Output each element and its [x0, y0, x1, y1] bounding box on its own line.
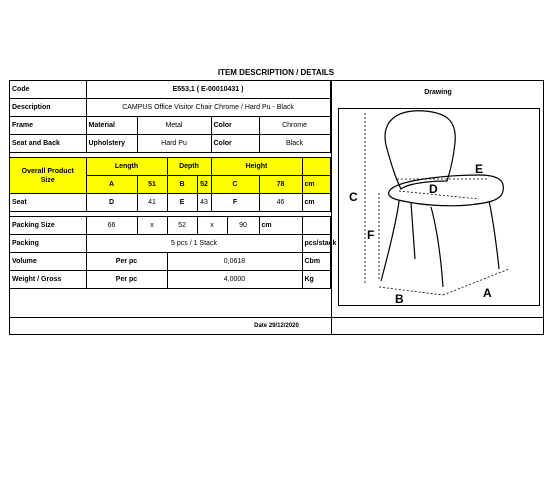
weight-per: Per pc — [86, 271, 167, 289]
packing-size-length: 66 — [86, 217, 137, 235]
drawing-pane — [331, 81, 544, 334]
sheet-title: ITEM DESCRIPTION / DETAILS — [217, 68, 335, 77]
packing-size-width: 52 — [167, 217, 197, 235]
packing-size-blank — [302, 217, 330, 235]
rear-right-leg — [489, 201, 499, 269]
dim-d-line — [399, 191, 479, 199]
packing-value: 5 pcs / 1 Stack — [86, 235, 302, 253]
description-row — [10, 99, 330, 117]
spec-frame — [9, 80, 544, 335]
dim-c-letter: C — [211, 176, 259, 194]
frame-row — [10, 117, 330, 135]
overall-label — [10, 158, 86, 194]
drawing-label: Drawing — [424, 89, 452, 96]
chair-drawing — [339, 109, 539, 305]
seat-label: Seat — [10, 194, 86, 212]
frame-material-value: Metal — [137, 117, 211, 135]
seat-back-material-label: Upholstery — [86, 135, 137, 153]
letter-c: C — [349, 190, 358, 204]
volume-per: Per pc — [86, 253, 167, 271]
dim-f-value: 46 — [259, 194, 302, 212]
description-label: Description — [10, 99, 86, 117]
code-label: Code — [10, 81, 86, 99]
dim-d-letter: D — [86, 194, 137, 212]
packing-size-x2: x — [197, 217, 227, 235]
drawing-box — [338, 108, 540, 306]
front-left-leg — [381, 201, 399, 281]
frame-color-label: Color — [211, 117, 259, 135]
seat-back-color-label: Color — [211, 135, 259, 153]
packing-size-row — [10, 217, 330, 235]
volume-unit: Cbm — [302, 253, 330, 271]
seat-dims-row — [10, 194, 330, 212]
code-row — [10, 81, 330, 99]
dim-e-letter: E — [167, 194, 197, 212]
dim-c-value: 78 — [259, 176, 302, 194]
volume-value: 0,0618 — [167, 253, 302, 271]
packing-unit: pcs/stack — [302, 235, 330, 253]
overall-label-line2: Size — [40, 176, 55, 184]
packing-size-label: Packing Size — [10, 217, 86, 235]
packing-size-unit: cm — [259, 217, 302, 235]
weight-label: Weight / Gross — [10, 271, 86, 289]
volume-label: Volume — [10, 253, 86, 271]
seat — [389, 175, 504, 206]
seat-back-row — [10, 135, 330, 153]
description-value: CAMPUS Office Visitor Chair Chrome / Hard Pu - Black — [86, 99, 330, 117]
rear-left-leg — [411, 203, 415, 259]
dim-b-value: 52 — [197, 176, 211, 194]
overall-header-blank — [302, 158, 330, 176]
spec-table — [10, 81, 337, 289]
date-footer: Date 29/12/2020 — [10, 317, 543, 334]
height-header: Height — [211, 158, 302, 176]
seat-unit: cm — [302, 194, 330, 212]
packing-row — [10, 235, 330, 253]
letter-e: E — [475, 162, 484, 176]
overall-unit: cm — [302, 176, 330, 194]
dim-b-letter: B — [167, 176, 197, 194]
letter-d: D — [429, 182, 438, 196]
code-value: E553,1 ( E-00010431 ) — [86, 81, 330, 99]
weight-row — [10, 271, 330, 289]
front-right-leg — [431, 207, 443, 287]
frame-label: Frame — [10, 117, 86, 135]
length-header: Length — [86, 158, 167, 176]
dim-a-value: 51 — [137, 176, 167, 194]
dim-f-letter: F — [211, 194, 259, 212]
dim-b-line — [379, 287, 443, 295]
spec-sheet — [9, 66, 543, 335]
packing-size-height: 90 — [227, 217, 259, 235]
letter-b: B — [395, 292, 404, 306]
dim-a-line — [443, 269, 509, 295]
depth-header: Depth — [167, 158, 211, 176]
seat-back-label: Seat and Back — [10, 135, 86, 153]
letter-f: F — [367, 228, 375, 242]
dim-e-value: 43 — [197, 194, 211, 212]
seat-back-material-value: Hard Pu — [137, 135, 211, 153]
volume-row — [10, 253, 330, 271]
weight-unit: Kg — [302, 271, 330, 289]
packing-size-x1: x — [137, 217, 167, 235]
frame-material-label: Material — [86, 117, 137, 135]
seat-back-color-value: Black — [259, 135, 330, 153]
dim-a-letter: A — [86, 176, 137, 194]
dim-d-value: 41 — [137, 194, 167, 212]
letter-a: A — [483, 286, 492, 300]
overall-label-line1: Overall Product — [21, 167, 74, 175]
backrest — [385, 111, 455, 189]
packing-label: Packing — [10, 235, 86, 253]
overall-header-row — [10, 158, 330, 176]
frame-color-value: Chrome — [259, 117, 330, 135]
weight-value: 4,0000 — [167, 271, 302, 289]
